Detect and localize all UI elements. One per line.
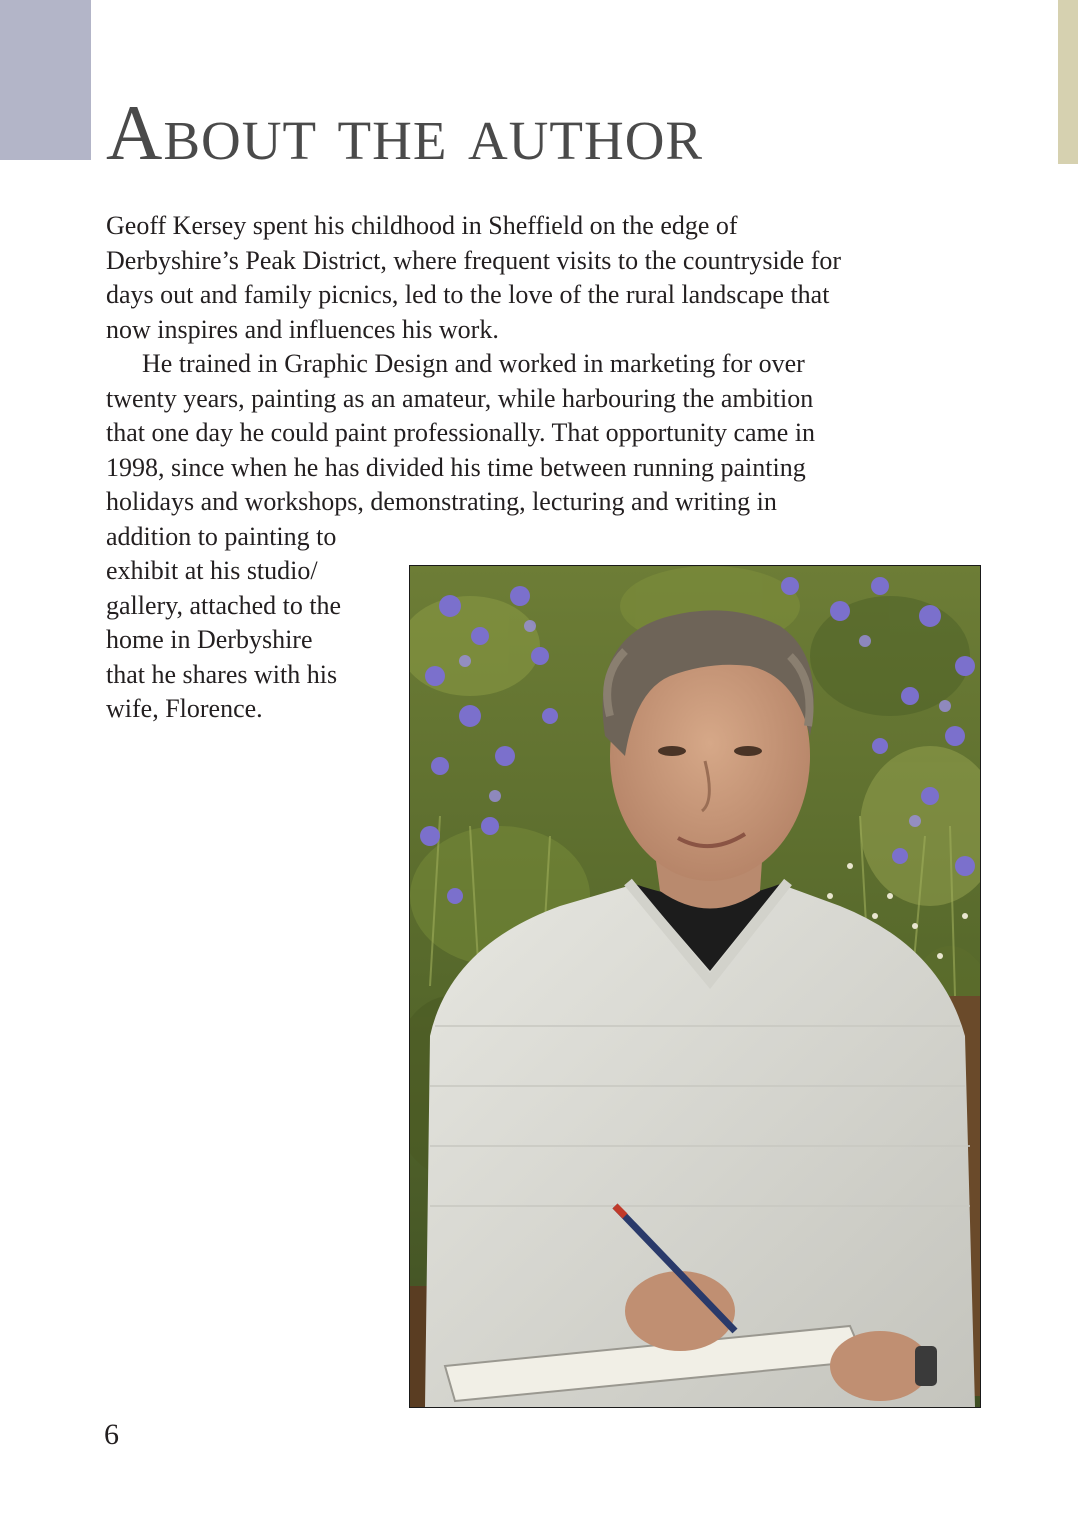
bio-line: Derbyshire’s Peak District, where frequent visits to the countryside for	[106, 245, 842, 275]
edge-color-tab	[1058, 0, 1078, 164]
bio-line: that one day he could paint professionally. That opportunity came in	[106, 418, 816, 447]
author-portrait-photo	[409, 565, 981, 1408]
bio-line: He trained in Graphic Design and worked in marketing for over	[142, 349, 805, 378]
bio-line: wife, Florence.	[106, 694, 263, 723]
bio-line: holidays and workshops, demonstrating, lecturing and writing in	[106, 487, 777, 516]
bio-line: Geoff Kersey spent his childhood in Sheffield on the edge of	[106, 211, 738, 240]
page-title: About the author	[106, 89, 704, 176]
page-number: 6	[104, 1418, 119, 1451]
bio-line: now inspires and influences his work.	[106, 314, 499, 344]
bio-line: twenty years, painting as an amateur, while harbouring the ambition	[106, 383, 814, 413]
bio-line: exhibit at his studio/	[106, 556, 318, 585]
bio-line: that he shares with his	[106, 659, 338, 689]
bio-line: 1998, since when he has divided his time between running painting	[106, 452, 806, 482]
bio-line: addition to painting to	[106, 521, 337, 551]
bio-line: home in Derbyshire	[106, 625, 313, 654]
bio-line: days out and family picnics, led to the love of the rural landscape that	[106, 280, 830, 309]
bio-line: gallery, attached to the	[106, 590, 342, 620]
corner-color-tab	[0, 0, 91, 160]
bio-paragraph-1	[106, 209, 926, 347]
